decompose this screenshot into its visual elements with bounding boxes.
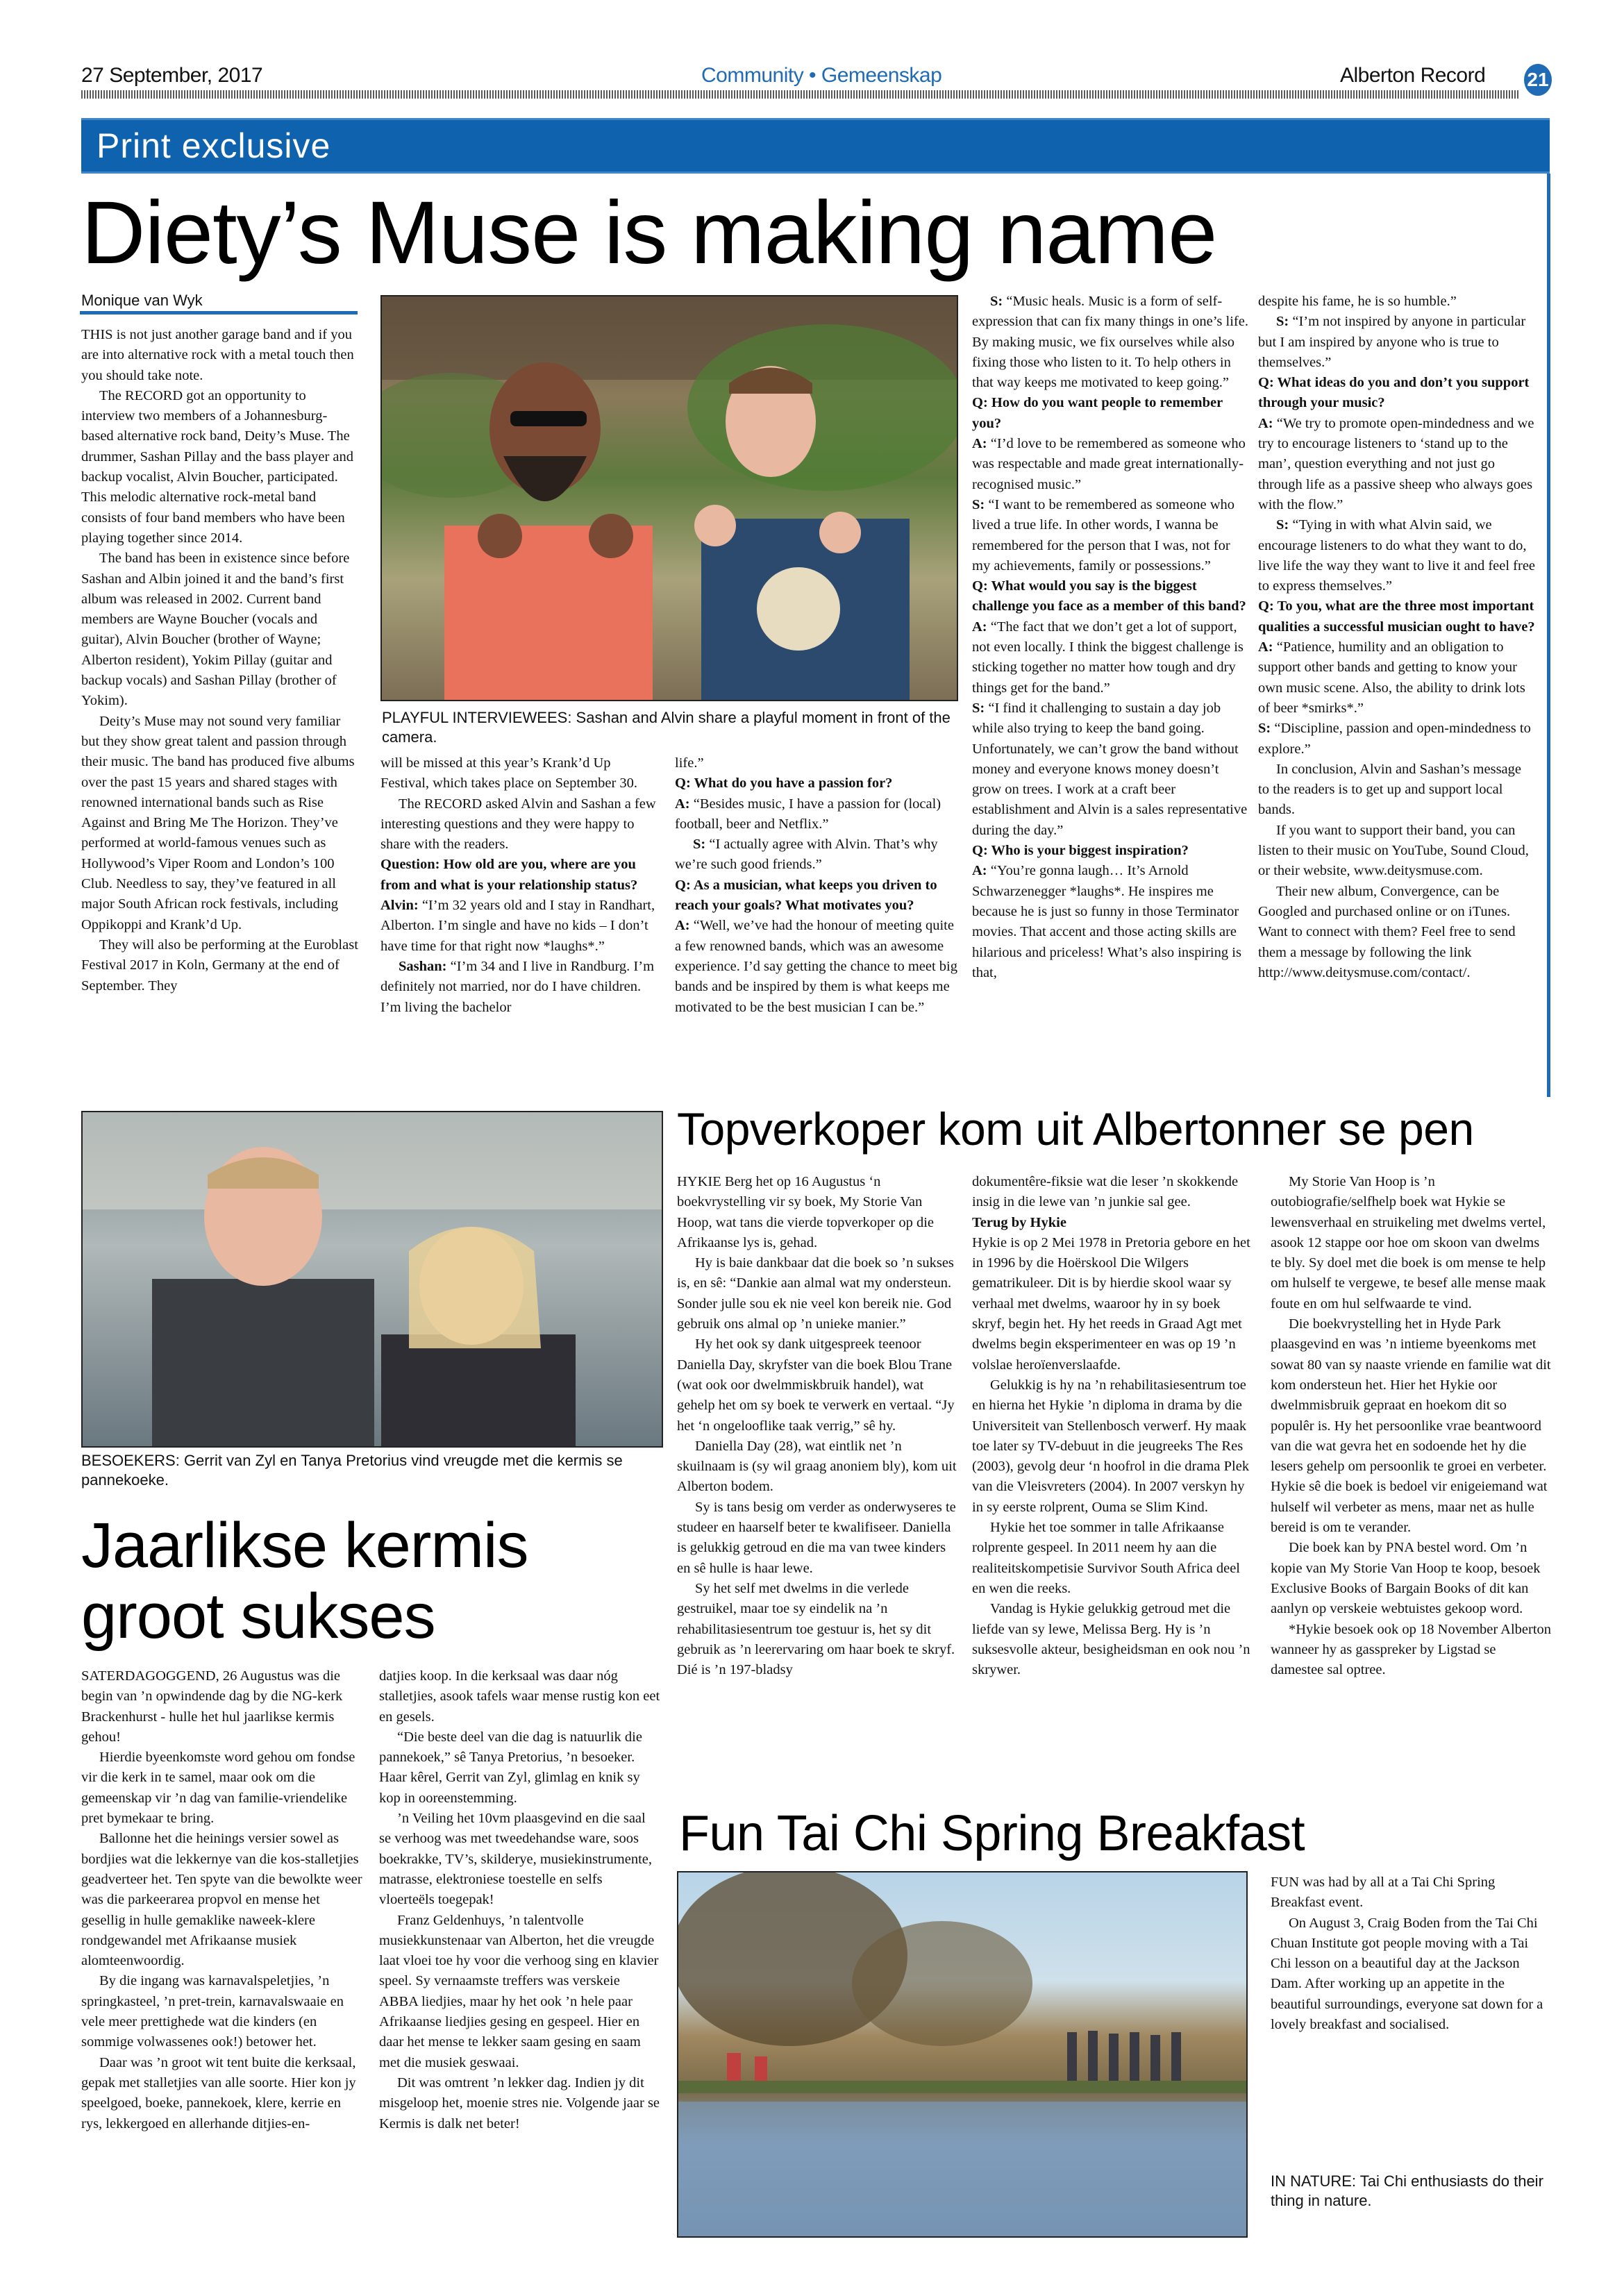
paragraph: Gelukkig is hy na ’n rehabilitasiesentrum toe en hierna het Hykie ’n diploma in drama by die Universiteit van Stellenbosch verwerf. Hy maak toe later sy TV-debuut in die jeugreeks The Res (2003), gevolg deur ‘n hoofrol in die drama Plek van die Vleisvreters (2004). In 2007 verskyn hy in sy eerste rolprent, Ouma se Slim Kind. [972, 1377, 1250, 1515]
paragraph [972, 1213, 1253, 1233]
bold-lead: Terug by Hykie [972, 1214, 1066, 1230]
bold-lead: Q: Who is your biggest inspiration? [972, 843, 1189, 859]
paragraph: FUN was had by all at a Tai Chi Spring Breakfast event. [1271, 1875, 1496, 1911]
kermis-photo-caption: BESOEKERS: Gerrit van Zyl en Tanya Pretorius vind vreugde met die kermis se pannekoeke. [81, 1452, 623, 1489]
article2-headline: Topverkoper kom uit Albertonner se pen [677, 1103, 1474, 1155]
paragraph: THIS is not just another garage band and if you are into alternative rock with a metal touch then you should take note. [81, 327, 354, 383]
paragraph [380, 855, 660, 896]
article2-col2 [972, 1172, 1253, 1680]
bold-lead: Sashan: [399, 958, 447, 974]
article4-headline: Fun Tai Chi Spring Breakfast [679, 1806, 1305, 1861]
bold-lead: S: [1276, 314, 1289, 330]
paragraph: “Die beste deel van die dag is natuurlik die pannekoek,” sê Tanya Pretorius, ’n besoeker. Haar kêrel, Gerrit van Zyl, glimlag en knik sy kop in ooreenstemming. [379, 1729, 642, 1806]
bold-lead: Q: What ideas do you and don’t you support through your music? [1258, 375, 1530, 411]
paragraph: My Storie Van Hoop is ’n outobiografie/selfhelp boek wat Hykie se lewensverhaal en struikeling met dwelms vertel, asook 12 stappe oor hoe om skoon van dwelms te bly. Sy doel met die boek is om mense te help om hulself te vergewe, te besef alle mense maak foute en om hul selfwaarde te vind. [1271, 1174, 1546, 1312]
paragraph: The band has been in existence since before Sashan and Albin joined it and the band’s first album was released in 2002. Current band members are Wayne Boucher (vocals and guitar), Alvin Boucher (brother of Wayne; Alberton resident), Yokim Pillay (guitar and backup vocals) and Sashan Pillay (brother of Yokim). [81, 551, 350, 709]
tai-chi-photo [677, 1871, 1248, 2238]
paragraph [972, 393, 1250, 434]
bold-lead: A: [675, 918, 690, 934]
kermis-photo-illustration [83, 1112, 663, 1448]
paragraph: A: “Well, we’ve had the honour of meeting quite a few renowned bands, which was an awesome experience. I’d say getting the chance to meet big bands and be inspired by them is what keeps me motivated to be the best musician I can be.” [675, 918, 957, 1015]
paragraph [972, 841, 1250, 861]
article3-col2 [379, 1666, 660, 2134]
bold-lead: S: [1258, 721, 1271, 737]
bold-lead: S: [972, 700, 985, 716]
paragraph: Daniella Day (28), wat eintlik net ’n skuilnaam is (sy wil graag anoniem bly), kom uit Alberton bodem. [677, 1438, 957, 1495]
paragraph: On August 3, Craig Boden from the Tai Chi Chuan Institute got people moving with a Tai Chi lesson on a beautiful day at the Jackson Dam. After working up an appetite in the beautiful surroundings, everyone sat down for a lovely breakfast and socialised. [1271, 1915, 1543, 2033]
article4-body [1271, 1872, 1548, 2035]
bold-lead: A: [675, 796, 690, 812]
article3-headline-line1: Jaarlikse kermis [81, 1510, 528, 1581]
paragraph: dokumentêre-fiksie wat die leser ’n skokkende insig in die lewe van ’n junkie sal gee. [972, 1174, 1239, 1210]
paragraph: The RECORD asked Alvin and Sashan a few interesting questions and they were happy to share with the readers. [380, 796, 656, 853]
bold-lead: S: [1276, 517, 1289, 533]
paragraph: Dit was omtrent ’n lekker dag. Indien jy dit misgeloop het, moenie stres nie. Volgende jaar se Kermis is dalk net beter! [379, 2075, 660, 2131]
paragraph: Vandag is Hykie gelukkig getroud met die liefde van sy lewe, Melissa Berg. Hy is ’n suksesvolle akteur, besigheidsman en ook nou ’n skrywer. [972, 1601, 1250, 1678]
article1-col5 [1258, 292, 1536, 983]
paragraph: Their new album, Convergence, can be Googled and purchased online or on iTunes. Want to connect with them? Feel free to send them a message by following the link http://www.deitysmuse.com/contact/. [1258, 883, 1516, 980]
paragraph: Die boekvrystelling het in Hyde Park plaasgevind en was ’n intieme byeenkoms met sowat 80 van sy naaste vriende en familie wat dit kom ondersteun het. Hier het Hykie oor dwelmmisbruik gepraat en hoekom dit so populêr is. Hy het persoonlike vrae beantwoord van die wat gevra het en sodoende het hy die lesers gehelp om persoonlik te groei en verbeter. Hykie sê die boek is bedoel vir enigeiemand wat hulself wil verbeter as mens, maar net as hulle bereid is om te verander. [1271, 1316, 1551, 1536]
header-divider [81, 90, 1518, 99]
paragraph: S: “I’m not inspired by anyone in particular but I am inspired by anyone who is true to themselves.” [1258, 314, 1526, 370]
article3-headline-line2: groot sukses [81, 1581, 435, 1652]
bold-lead: Q: What do you have a passion for? [675, 776, 893, 791]
paragraph: Ballonne het die heinings versier sowel as bordjies wat die lekkernye van die kos-stalletjies geadverteer het. Ten spyte van die bewolkte weer was die parkeerarea propvol en mense het gesellig in hulle gemaklike naweek-klere rondgewandel met Afrikaanse musiek alomteenwoordig. [81, 1831, 362, 1969]
section-label: Community • Gemeenskap [701, 64, 942, 87]
bold-lead: Q: How do you want people to remember you? [972, 395, 1223, 431]
tai-chi-photo-illustration [678, 1872, 1248, 2238]
tai-chi-photo-caption: IN NATURE: Tai Chi enthusiasts do their thing in nature. [1271, 2172, 1543, 2209]
banner-side-rule [1547, 174, 1550, 1097]
paragraph: Deity’s Muse may not sound very familiar but they show great talent and passion through their music. The band has produced five albums over the past 15 years and shared stages with renowned international bands such as Rise Against and Bring Me The Horizon. They’ve performed at world-famous venues such as Hollywood’s Viper Room and London’s 100 Club. Needless to say, they’ve featured in all major South African rock festivals, including Oppikoppi and Krank’d Up. [81, 713, 355, 932]
article1-col1 [81, 325, 359, 996]
paragraph: Hierdie byeenkomste word gehou om fondse vir die kerk in te samel, maar ook om die gemeenskap vir ’n dag van familie-vriendelike pret bymekaar te bring. [81, 1750, 355, 1827]
article3-col1 [81, 1666, 362, 2134]
paragraph: Alvin: “I’m 32 years old and I stay in Randhart, Alberton. I’m single and have no kids – I don’t have time for that right now *laughs*.” [380, 898, 655, 954]
bold-lead: A: [972, 436, 987, 452]
paragraph: Sashan: “I’m 34 and I live in Randburg. I’m definitely not married, nor do I have children. I’m living the bachelor [380, 958, 655, 1015]
bold-lead: Q: What would you say is the biggest challenge you face as a member of this band? [972, 578, 1246, 614]
paragraph [972, 576, 1250, 617]
paragraph: A: “I’d love to be remembered as someone who was respectable and made great internationally-recognised music.” [972, 436, 1246, 492]
paragraph: Hykie is op 2 Mei 1978 in Pretoria gebore en het in 1996 by die Hoërskool Die Wilgers gematrikuleer. Dit is by hierdie skool waar sy verhaal met dwelms, waaroor hy in sy boek skryf, begin het. Hy het reeds in Graad Agt met dwelms begin eksperimenteer en was op 19 ’n volslae heroïenverslaafde. [972, 1234, 1250, 1373]
paragraph: HYKIE Berg het op 16 Augustus ‘n boekvrystelling vir sy boek, My Storie Van Hoop, wat tans die vierde topverkoper op die Afrikaanse lys is, gehad. [677, 1174, 935, 1250]
issue-date: 27 September, 2017 [81, 64, 263, 87]
article2-col1 [677, 1172, 958, 1680]
paragraph: Die boek kan by PNA bestel word. Om ’n kopie van My Storie Van Hoop te koop, besoek Exclusive Books of Bargain Books of dit kan aanlyn op verskeie webtuistes gekoop word. [1271, 1540, 1541, 1617]
paragraph [675, 875, 958, 916]
band-photo [380, 295, 958, 701]
paragraph: Daar was ’n groot wit tent buite die kerksaal, gepak met stalletjies van alle soorte. Hier kon jy speelgoed, boeke, pannekoek, klere, kerrie en rys, lekkergoed en allerhande ditjies-en- [81, 2054, 356, 2131]
banner-label: Print exclusive [97, 126, 331, 165]
byline: Monique van Wyk [81, 292, 203, 309]
paragraph: S: “I want to be remembered as someone who lived a true life. In other words, I wanna be remembered for the person that I was, not for my achievements, family or possessions.” [972, 496, 1234, 573]
band-photo-caption: PLAYFUL INTERVIEWEES: Sashan and Alvin share a playful moment in front of the camera. [382, 709, 951, 746]
band-photo-illustration [382, 296, 958, 701]
byline-rule [80, 311, 358, 315]
paragraph: ’n Veiling het 10vm plaasgevind en die saal se verhoog was met tweedehandse ware, soos boekrakke, TV’s, skilderye, musiekinstrumente, matrasse, elektroniese toestelle en selfs vloerteëls toegepak! [379, 1811, 653, 1908]
print-exclusive-banner [81, 118, 1550, 174]
page-number-badge: 21 [1524, 64, 1552, 96]
bold-lead: A: [1258, 415, 1273, 431]
paragraph: They will also be performing at the Euroblast Festival 2017 in Koln, Germany at the end of September. They [81, 937, 358, 994]
paragraph [1258, 596, 1536, 637]
paragraph: In conclusion, Alvin and Sashan’s message to the readers is to get up and support local bands. [1258, 761, 1522, 818]
paragraph: S: “I find it challenging to sustain a day job while also trying to keep the band going. Unfortunately, we can’t grow the band without money and everyone knows money doesn’t grow on trees. I work at a craft beer establishment and Alvin is a sales representative during the day.” [972, 700, 1248, 838]
paragraph: S: “Music heals. Music is a form of self-expression that can fix many things in one’s life. By making music, we fix ourselves while also fixing those who listen to it. To help others in that way keeps me motivated to keep going.” [972, 294, 1248, 391]
bold-lead: A: [972, 863, 987, 879]
paragraph: Sy is tans besig om verder as onderwyseres te studeer en haarself beter te kwalifiseer. Daniella is gelukkig getroud en die ma van twee kinders en sê hulle is haar lewe. [677, 1499, 956, 1576]
bold-lead: Q: As a musician, what keeps you driven to reach your goals? What motivates you? [675, 877, 937, 914]
bold-lead: A: [972, 619, 987, 635]
article2-col3 [1271, 1172, 1552, 1680]
paragraph: Hy is baie dankbaar dat die boek so ’n sukses is, en sê: “Dankie aan almal wat my ondersteun. Sonder julle sou ek nie veel kon bereik nie. God gebruik ons almal op ’n unieke manier.” [677, 1255, 954, 1332]
paragraph: If you want to support their band, you can listen to their music on YouTube, Sound Cloud, or their website, www.deitysmuse.com. [1258, 822, 1529, 879]
article1-col2 [380, 753, 660, 1018]
bold-lead: S: [693, 837, 706, 853]
bold-lead: S: [972, 496, 985, 512]
paragraph: S: “Discipline, passion and open-mindedness to explore.” [1258, 721, 1531, 757]
paragraph: S: “Tying in with what Alvin said, we encourage listeners to do what they want to do, live life the way they want to live it and feel free to express themselves.” [1258, 517, 1536, 594]
paragraph: datjies koop. In die kerksaal was daar nóg stalletjies, asook tafels waar mense rustig kon eet en gesels. [379, 1668, 660, 1725]
paragraph: despite his fame, he is so humble.” [1258, 294, 1457, 309]
article1-col4 [972, 292, 1250, 983]
paragraph: A: “The fact that we don’t get a lot of support, not even locally. I think the biggest challenge is sticking together no matter how tough and dry things get for the band.” [972, 619, 1244, 696]
paragraph: Sy het self met dwelms in die verlede gestruikel, maar toe sy eindelik na ’n rehabilitasiesentrum toe gestuur is, het sy dit gebruik as ’n leerervaring om haar boek te skryf. Dié is ’n 197-bladsy [677, 1580, 955, 1678]
paragraph: A: “Besides music, I have a passion for (local) football, beer and Netflix.” [675, 796, 941, 832]
paragraph: *Hykie besoek ook op 18 November Alberton wanneer hy as gasspreker by Ligstad se damestee sal optree. [1271, 1621, 1552, 1678]
paragraph: life.” [675, 755, 704, 771]
paragraph [1258, 373, 1536, 414]
article1-col3 [675, 753, 958, 1018]
paragraph: S: “I actually agree with Alvin. That’s why we’re such good friends.” [675, 837, 938, 873]
paragraph: SATERDAGOGGEND, 26 Augustus was die begin van ’n opwindende dag by die NG-kerk Brackenhurst - hulle het hul jaarlikse kermis gehou! [81, 1668, 343, 1745]
paragraph: The RECORD got an opportunity to interview two members of a Johannesburg-based alternative rock band, Deity’s Muse. The drummer, Sashan Pillay and the bass player and backup vocalist, Alvin Boucher, participated. This melodic alternative rock-metal band consists of four band members who have been playing together since 2014. [81, 387, 354, 546]
bold-lead: S: [990, 294, 1003, 309]
paragraph: Franz Geldenhuys, ’n talentvolle musiekkunstenaar van Alberton, het die vreugde laat vloei toe hy voor die verhoog sing en klavier speel. Sy vernaamste treffers was verskeie ABBA liedjies, maar hy het ook ’n hele paar Afrikaanse liedjies gesing en gespeel. Hier en daar het mense te lekker saam gesing en saam met die musiek geswaai. [379, 1912, 659, 2070]
paragraph: Hykie het toe sommer in talle Afrikaanse rolprente gespeel. In 2011 neem hy aan die realiteitskompetisie Survivor South Africa deel en wen die reeks. [972, 1520, 1240, 1596]
bold-lead: Alvin: [380, 898, 419, 914]
bold-lead: Q: To you, what are the three most important qualities a successful musician ought to have? [1258, 598, 1535, 635]
publication-name: Alberton Record [1340, 64, 1486, 87]
article1-headline: Diety’s Muse is making name [81, 183, 1217, 283]
paragraph: A: “We try to promote open-mindedness and we try to encourage listeners to ‘stand up to the man’, question everything and not just go through life as a passive sheep who always goes with the flow.” [1258, 415, 1534, 512]
bold-lead: A: [1258, 639, 1273, 655]
paragraph: By die ingang was karnavalspeletjies, ’n springkasteel, ’n pret-trein, karnavalswaaie en vele meer prettighede wat die kinders (en sommige volwassenes ook!) betower het. [81, 1973, 344, 2050]
bold-lead: Question: How old are you, where are you from and what is your relationship status? [380, 857, 638, 893]
paragraph: A: “Patience, humility and an obligation to support other bands and getting to know your own music scene. Also, the ability to drink lots of beer *smirks*.” [1258, 639, 1525, 716]
paragraph [675, 773, 958, 794]
paragraph: Hy het ook sy dank uitgespreek teenoor Daniella Day, skryfster van die boek Blou Trane (wat ook oor dwelmmiskbruik handel), wat gehelp het om sy boek te verwerk en vertaal. “Jy het ‘n ongelooflike taak verrig,” sê hy. [677, 1336, 955, 1434]
kermis-photo [81, 1111, 663, 1448]
paragraph: will be missed at this year’s Krank’d Up Festival, which takes place on September 30. [380, 755, 638, 791]
paragraph: A: “You’re gonna laugh… It’s Arnold Schwarzenegger *laughs*. He inspires me because he is just so funny in those Terminator movies. That accent and those acting skills are hilarious and priceless! What’s also inspiring is that, [972, 863, 1241, 980]
